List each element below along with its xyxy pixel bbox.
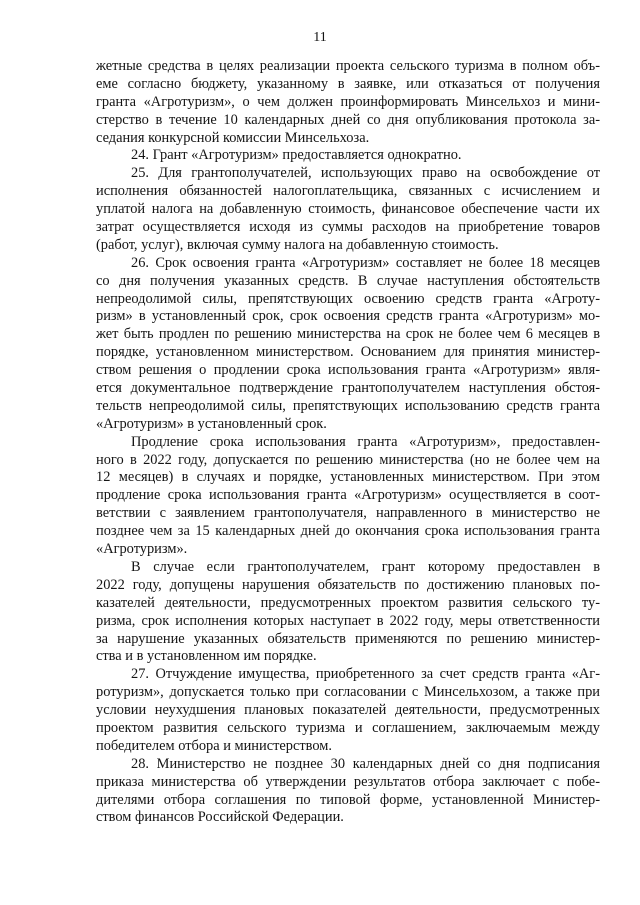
text-line: за нарушение указанных обязательств применяются по решению министер- — [96, 630, 600, 647]
text-line: приказа министерства об утверждении результатов отбора заключает с побе- — [96, 773, 600, 790]
text-line: исполнения обязанностей налогоплательщика, связанных с исчислением и — [96, 183, 600, 200]
paragraph-first-line: Продление срока использования гранта «Агротуризм», предоставлен- — [131, 433, 600, 450]
text-line: гранта «Агротуризм», о чем должен проинформировать Минсельхоз и мини- — [96, 93, 600, 110]
paragraph-first-line: В случае если грантополучателем, грант которому предоставлен в — [131, 558, 600, 575]
text-line: ризма, срок исполнения которых наступает в 2022 году, меры ответственности — [96, 612, 600, 629]
text-line: «Агротуризм» в установленный срок. — [96, 415, 327, 432]
text-line: ства и в установленном им порядке. — [96, 648, 317, 665]
page-number: 11 — [313, 30, 327, 45]
paragraph-first-line: 25. Для грантополучателей, использующих право на освобождение от — [131, 165, 600, 182]
text-line: ротуризм», допускается только при согласовании с Минсельхозом, а также при — [96, 684, 600, 701]
text-line: непреодолимой силы, препятствующих освоению средств гранта «Агроту- — [96, 290, 600, 307]
text-line: ством финансов Российской Федерации. — [96, 809, 344, 826]
text-line: уплатой налога на добавленную стоимость, финансовое обеспечение части их — [96, 201, 600, 218]
text-line: порядке, установленном министерством. Основанием для принятия министер- — [96, 344, 600, 361]
paragraph-first-line: 27. Отчуждение имущества, приобретенного за счет средств гранта «Аг- — [131, 666, 600, 683]
text-line: «Агротуризм». — [96, 541, 188, 558]
text-line: со дня получения указанных средств. В случае наступления обстоятельств — [96, 272, 600, 289]
text-line: 2022 году, допущены нарушения обязательств по достижению плановых по- — [96, 576, 600, 593]
text-line: тельств непреодолимой силы, препятствующих использованию средств гранта — [96, 397, 600, 414]
text-line: проектом развития сельского туризма и соглашением, заключаемым между — [96, 719, 600, 736]
text-line: ством решения о продлении срока использования гранта «Агротуризм» явля- — [96, 362, 600, 379]
text-line: продление срока использования гранта «Агротуризм» осуществляется в соот- — [96, 487, 600, 504]
text-line: седания конкурсной комиссии Минсельхоза. — [96, 129, 370, 146]
text-line: условии неухудшения плановых показателей деятельности, предусмотренных — [96, 702, 600, 719]
text-line: 12 месяцев) в случаях и порядке, установленных министерством. При этом — [96, 469, 600, 486]
text-line: ного в 2022 году, допускается по решению министерства (но не более чем на — [96, 451, 600, 468]
text-line: дителями отбора соглашения по типовой форме, установленной Министер- — [96, 791, 600, 808]
paragraph-first-line: 24. Грант «Агротуризм» предоставляется однократно. — [131, 147, 462, 164]
text-line: (работ, услуг), включая сумму налога на добавленную стоимость. — [96, 236, 499, 253]
body-text — [96, 58, 600, 827]
text-line: ется документальное подтверждение грантополучателем наступления обстоя- — [96, 380, 600, 397]
text-line: ризм» в установленный срок, срок освоения средств гранта «Агротуризм» мо- — [96, 308, 600, 325]
text-line: затрат осуществляется исходя из суммы расходов на приобретение товаров — [96, 219, 600, 236]
text-line: позднее чем за 15 календарных дней до окончания срока использования гранта — [96, 523, 600, 540]
text-line: еме согласно бюджету, указанному в заявке, или отказаться от получения — [96, 75, 600, 92]
text-line: ветствии с заявлением грантополучателя, направленного в министерство не — [96, 505, 600, 522]
text-line: жет быть продлен по решению министерства на срок не более чем 6 месяцев в — [96, 326, 600, 343]
text-line: казателей деятельности, предусмотренных проектом развития сельского ту- — [96, 594, 600, 611]
text-line: стерство в течение 10 календарных дней со дня опубликования протокола за- — [96, 111, 600, 128]
paragraph-first-line: 26. Срок освоения гранта «Агротуризм» составляет не более 18 месяцев — [131, 254, 600, 271]
text-line: жетные средства в целях реализации проекта сельского туризма в полном объ- — [96, 58, 600, 74]
paragraph-first-line: 28. Министерство не позднее 30 календарных дней со дня подписания — [131, 755, 600, 772]
text-line: победителем отбора и министерством. — [96, 737, 332, 754]
